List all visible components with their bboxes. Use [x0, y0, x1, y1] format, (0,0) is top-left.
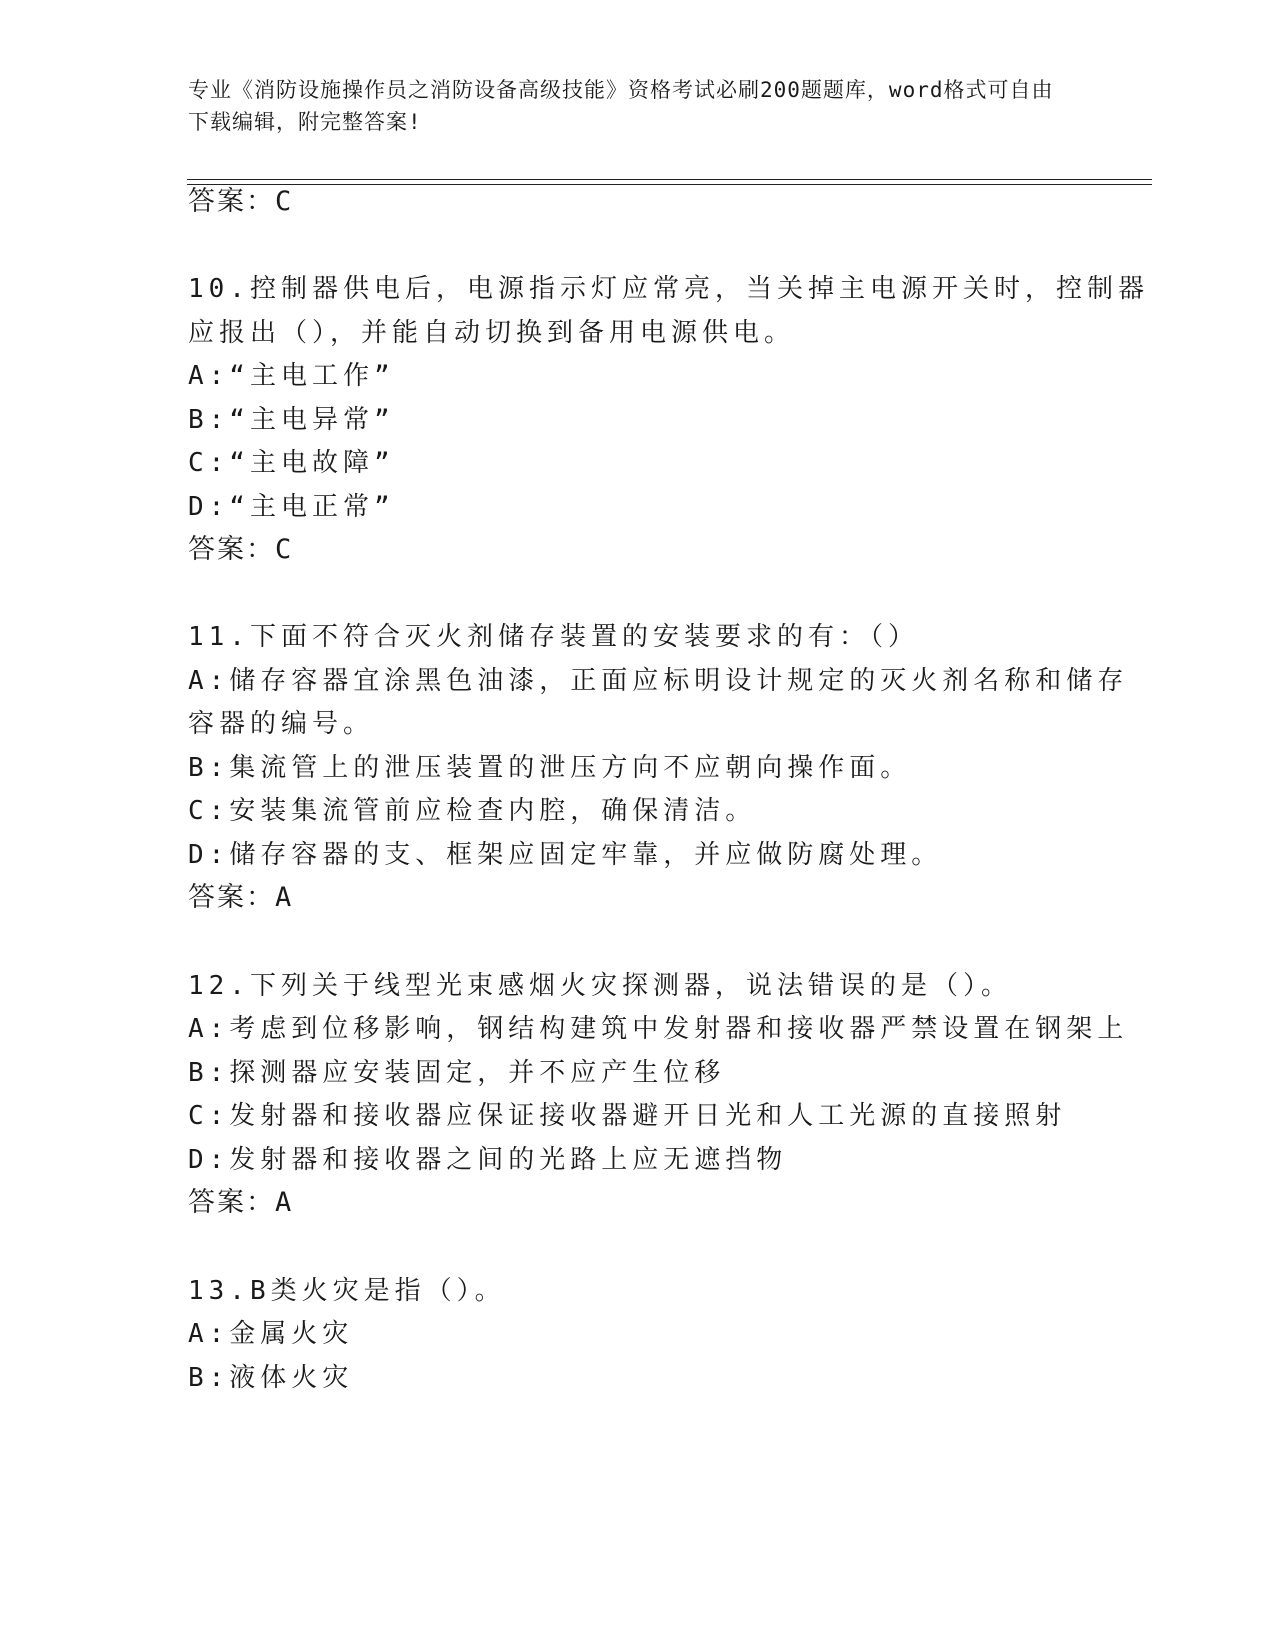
answer-label: 答案：	[188, 186, 275, 217]
answer-line	[188, 534, 293, 566]
option-a: A:储存容器宜涂黑色油漆，正面应标明设计规定的灭火剂名称和储存	[188, 666, 1129, 696]
option-a: A:考虑到位移影响，钢结构建筑中发射器和接收器严禁设置在钢架上	[188, 1014, 1129, 1044]
question-stem: 应报出（），并能自动切换到备用电源供电。	[188, 318, 796, 348]
header-divider-bottom	[187, 184, 1152, 185]
option-a: A:金属火灾	[188, 1319, 354, 1349]
answer-label: 答案：	[188, 534, 275, 565]
option-d: D:发射器和接收器之间的光路上应无遮挡物	[188, 1145, 788, 1175]
option-d: D:“主电正常”	[188, 492, 395, 522]
answer-line	[188, 1187, 293, 1219]
answer-value: C	[275, 534, 294, 565]
option-b: B:“主电异常”	[188, 405, 395, 435]
option-c: C:安装集流管前应检查内腔，确保清洁。	[188, 796, 757, 826]
document-header: 专业《消防设施操作员之消防设备高级技能》资格考试必刷200题题库，word格式可自由下载编辑，附完整答案!	[188, 78, 1054, 134]
option-b: B:集流管上的泄压装置的泄压方向不应朝向操作面。	[188, 753, 912, 783]
answer-value: C	[275, 186, 294, 217]
option-b: B:液体火灾	[188, 1363, 354, 1393]
header-divider-top	[187, 179, 1152, 180]
answer-label: 答案：	[188, 1187, 275, 1218]
question-stem: 12.下列关于线型光束感烟火灾探测器，说法错误的是（）。	[188, 971, 1012, 1001]
answer-line	[188, 186, 293, 218]
option-a: A:“主电工作”	[188, 361, 395, 391]
answer-value: A	[275, 1187, 294, 1218]
question-stem: 10.控制器供电后，电源指示灯应常亮，当关掉主电源开关时，控制器	[188, 274, 1149, 304]
answer-label: 答案：	[188, 882, 275, 913]
option-c: C:发射器和接收器应保证接收器避开日光和人工光源的直接照射	[188, 1101, 1067, 1131]
option-b: B:探测器应安装固定，并不应产生位移	[188, 1058, 726, 1088]
option-a-continued: 容器的编号。	[188, 709, 375, 739]
answer-line	[188, 882, 293, 914]
question-stem: 13.B类火灾是指（）。	[188, 1276, 506, 1306]
option-d: D:储存容器的支、框架应固定牢靠，并应做防腐处理。	[188, 840, 943, 870]
question-stem: 11.下面不符合灭火剂储存装置的安装要求的有：（）	[188, 622, 919, 652]
answer-value: A	[275, 882, 294, 913]
option-c: C:“主电故障”	[188, 448, 395, 478]
